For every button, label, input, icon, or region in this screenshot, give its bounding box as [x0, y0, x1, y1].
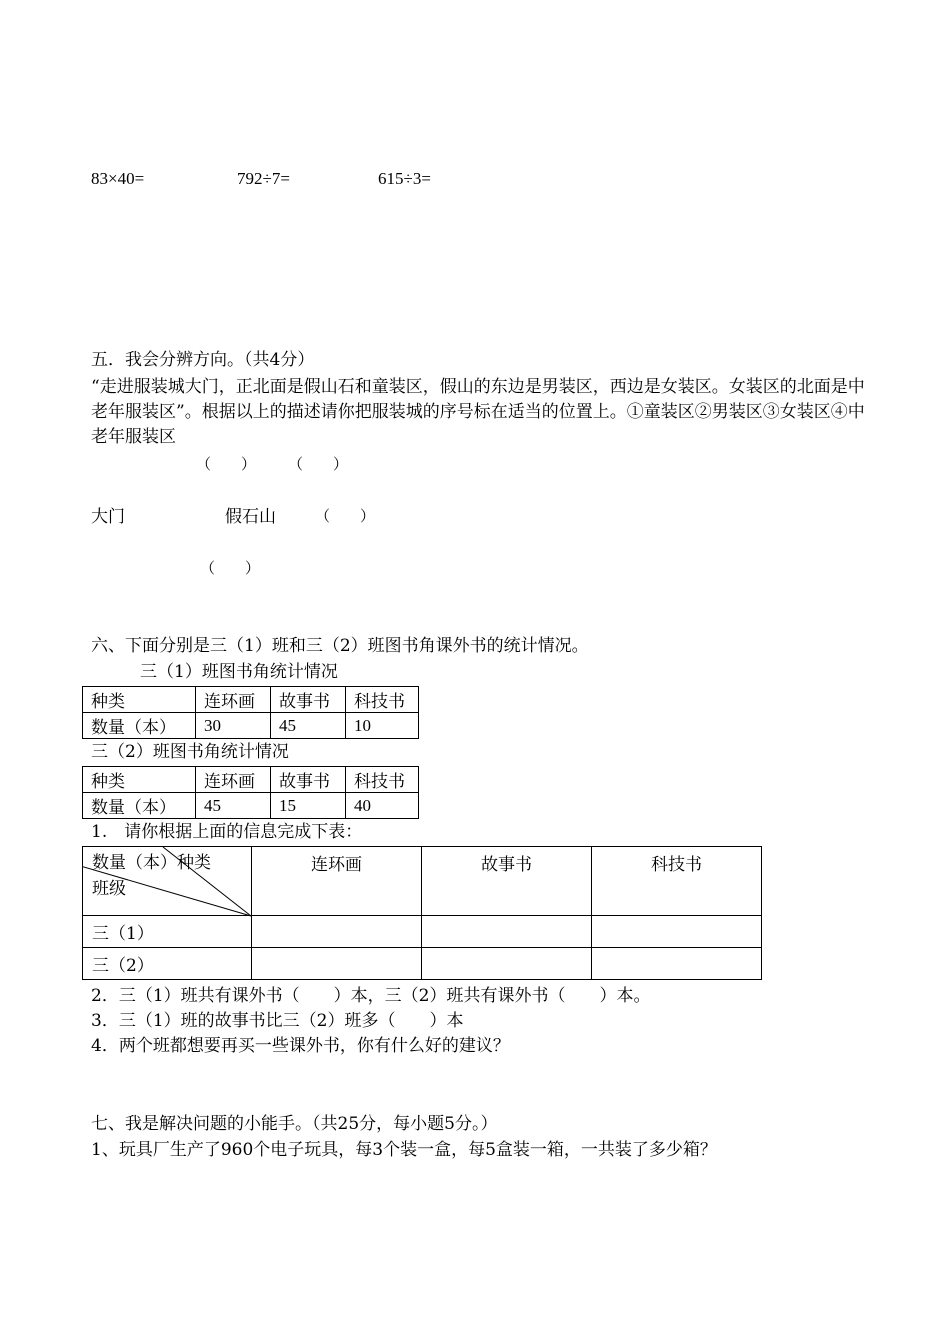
table-cell: 种类: [83, 687, 196, 713]
answer-cell[interactable]: [252, 916, 422, 948]
blank-east: （ ）: [315, 507, 376, 525]
table-row: [83, 687, 419, 713]
section5-description: “走进服装城大门，正北面是假山石和童装区，假山的东边是男装区，西边是女装区。女装区的北面是中老年服装区”。根据以上的描述请你把服装城的序号标在适当的位置上。①童装区②男装区③女装区④中老年服装区: [91, 377, 865, 447]
table1-caption: 三（1）班图书角统计情况: [140, 662, 338, 682]
table-header-comics: 连环画: [252, 847, 422, 916]
table-class2: [82, 766, 419, 819]
table-corner-cell: [83, 847, 252, 916]
table-row: [83, 793, 419, 819]
section7-title: 七、我是解决问题的小能手。（共25分，每小题5分。）: [91, 1114, 498, 1134]
table-cell: 故事书: [271, 687, 346, 713]
table-row: [83, 948, 762, 980]
section7-q1: 1、玩具厂生产了960个电子玩具，每3个装一盒，每5盒装一箱，一共装了多少箱？: [91, 1140, 717, 1160]
table-row: [83, 847, 762, 916]
table-cell: 15: [271, 793, 346, 819]
table-cell: 故事书: [271, 767, 346, 793]
section6-q2: 2．三（1）班共有课外书（ ）本，三（2）班共有课外书（ ）本。: [91, 986, 651, 1006]
table-fill-in: [82, 846, 762, 980]
section6-q1: 1. 请你根据上面的信息完成下表：: [91, 822, 363, 842]
answer-cell[interactable]: [422, 916, 592, 948]
section5-title: 五．我会分辨方向。（共4分）: [91, 350, 315, 370]
table-cell: 连环画: [196, 687, 271, 713]
table-row: [83, 713, 419, 739]
table-cell: 连环画: [196, 767, 271, 793]
table-cell: 数量（本）: [83, 793, 196, 819]
row-label-class2: 三（2）: [83, 948, 252, 980]
table-cell: 科技书: [346, 687, 419, 713]
table-cell: 30: [196, 713, 271, 739]
table-header-stories: 故事书: [422, 847, 592, 916]
table-cell: 40: [346, 793, 419, 819]
answer-cell[interactable]: [252, 948, 422, 980]
answer-cell[interactable]: [422, 948, 592, 980]
answer-cell[interactable]: [592, 948, 762, 980]
label-gate: 大门: [91, 507, 125, 527]
table-cell: 科技书: [346, 767, 419, 793]
row-label-class1: 三（1）: [83, 916, 252, 948]
calc-q2: 792÷7=: [237, 169, 290, 188]
blank-south: （ ）: [200, 559, 261, 577]
table-row: [83, 916, 762, 948]
section6-q3: 3．三（1）班的故事书比三（2）班多（ ）本: [91, 1011, 464, 1031]
section6-q4: 4．两个班都想要再买一些课外书，你有什么好的建议？: [91, 1036, 510, 1056]
table2-caption: 三（2）班图书角统计情况: [91, 742, 289, 762]
table-cell: 种类: [83, 767, 196, 793]
table-cell: 45: [196, 793, 271, 819]
table-cell: 45: [271, 713, 346, 739]
corner-bottom-label: 班级: [92, 879, 126, 899]
section6-title: 六、下面分别是三（1）班和三（2）班图书角课外书的统计情况。: [91, 636, 589, 656]
table-class1: [82, 686, 419, 739]
table-row: [83, 767, 419, 793]
answer-cell[interactable]: [592, 916, 762, 948]
calc-q1: 83×40=: [91, 169, 145, 188]
blank-north: （ ）: [288, 455, 349, 473]
blank-north-west: （ ）: [196, 455, 257, 473]
table-header-science: 科技书: [592, 847, 762, 916]
table-cell: 10: [346, 713, 419, 739]
label-rock: 假石山: [225, 507, 276, 527]
corner-top-label: 数量（本）种类: [92, 853, 211, 873]
calc-q3: 615÷3=: [378, 169, 431, 188]
table-cell: 数量（本）: [83, 713, 196, 739]
